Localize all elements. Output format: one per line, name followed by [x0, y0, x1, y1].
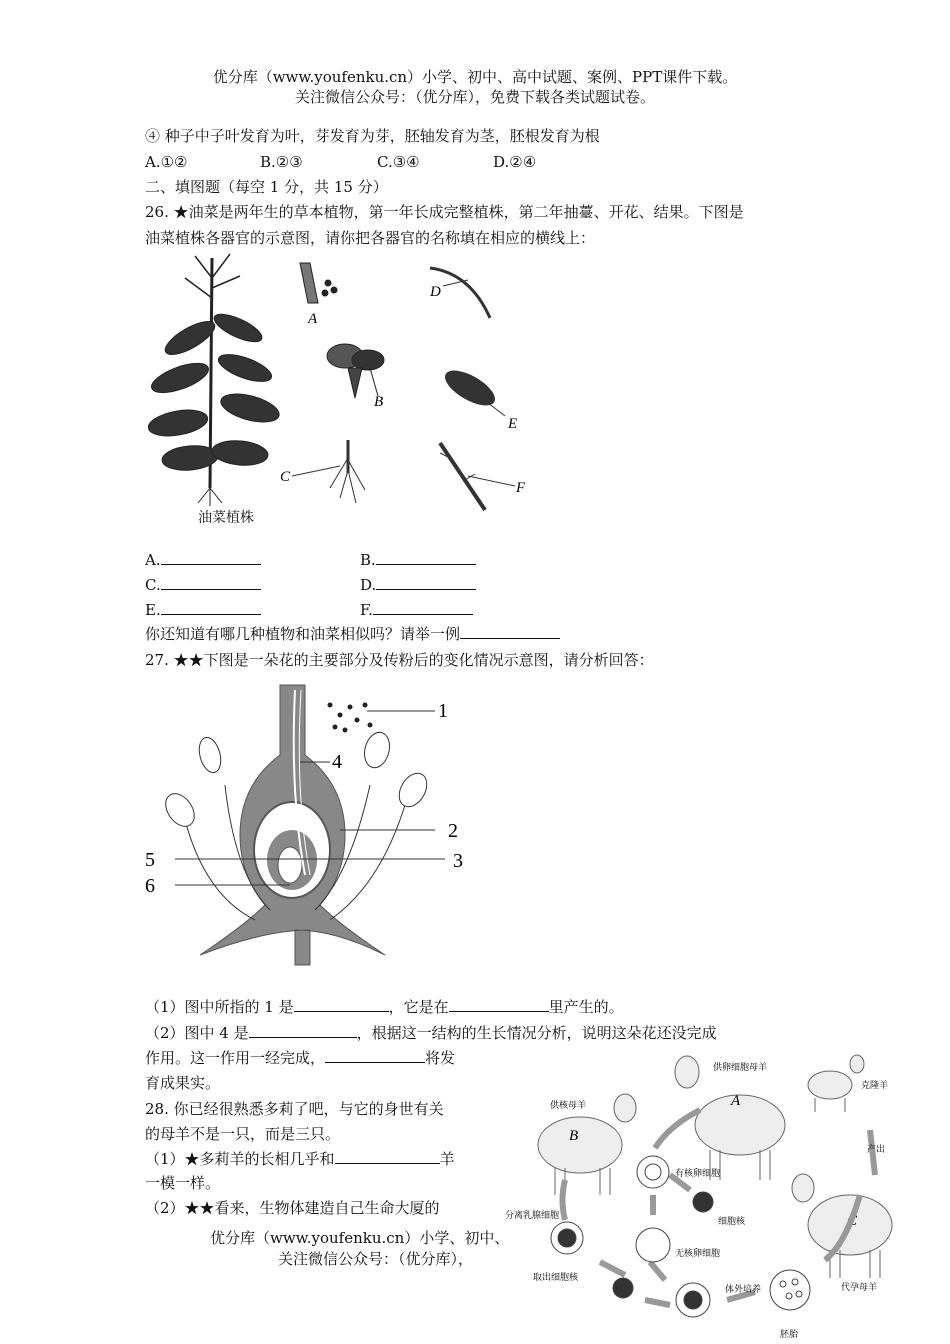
sheep-b-letter: B — [569, 1128, 579, 1144]
header-line-2: 关注微信公众号：（优分库），免费下载各类试题试卷。 — [294, 88, 655, 106]
header-line-1: 优分库（www.youfenku.cn）小学、初中、高中试题、案例、PPT课件下载。 — [212, 68, 738, 86]
section-title: 二、填图题（每空 1 分，共 15 分） — [145, 178, 388, 196]
flower-label-2: 2 — [448, 820, 458, 842]
flower-label-3: 3 — [453, 850, 463, 872]
flower-diagram — [145, 675, 475, 985]
pollen-drawing — [328, 703, 373, 733]
organ-a-drawing — [300, 263, 337, 303]
answer-a-blank[interactable] — [161, 550, 261, 565]
q27-stem: 27. ★★下图是一朵花的主要部分及传粉后的变化情况示意图，请分析回答： — [145, 651, 654, 669]
flower-pistil-drawing — [200, 685, 385, 965]
answer-f: F. — [360, 600, 473, 620]
sheep-c-drawing — [792, 1174, 892, 1278]
nucleus-label: 细胞核 — [718, 1217, 746, 1227]
flower-label-6: 6 — [145, 875, 155, 897]
rapeseed-figure — [150, 248, 550, 538]
sheep-b-label: 供核母羊 — [550, 1101, 587, 1111]
in-vitro-label: 体外培养 — [725, 1285, 762, 1295]
footer-line-1: 优分库（www.youfenku.cn）小学、初中、 — [210, 1229, 510, 1247]
answer-f-blank[interactable] — [373, 600, 473, 615]
q27-blank-1[interactable] — [294, 997, 389, 1012]
prev-question-item4: ④ 种子中子叶发育为叶，芽发育为芽，胚轴发育为茎，胚根发育为根 — [145, 127, 600, 145]
q28-part1: （1）★多莉羊的长相几乎和 羊 — [145, 1150, 455, 1168]
q28-stem-line-2: 的母羊不是一只，而是三只。 — [145, 1125, 341, 1143]
extract-nucleus-label: 取出细胞核 — [533, 1273, 579, 1283]
plant-caption: 油菜植株 — [198, 510, 254, 526]
flower-label-4: 4 — [332, 751, 342, 773]
flower-label-1: 1 — [438, 700, 448, 722]
q27-part2-line2: 作用。这一作用一经完成， 将发 — [145, 1049, 456, 1067]
q27-blank-2[interactable] — [449, 997, 549, 1012]
chuchan-label: 产出 — [867, 1145, 886, 1155]
label-f: F — [516, 480, 526, 496]
clone-label: 克隆羊 — [861, 1081, 889, 1091]
answer-d-blank[interactable] — [376, 575, 476, 590]
option-d: D.②④ — [493, 153, 537, 171]
organ-b-drawing — [327, 344, 384, 398]
sheep-a-label: 供卵细胞母羊 — [713, 1063, 768, 1073]
footer-line-2: 关注微信公众号：（优分库）， — [278, 1250, 474, 1268]
q26-stem-line-2: 油菜植株各器官的示意图，请你把各器官的名称填在相应的横线上： — [145, 229, 596, 247]
q26-extra: 你还知道有哪几种植物和油菜相似吗？请举一例 — [145, 624, 560, 644]
cloning-diagram — [505, 1050, 945, 1344]
organ-f-drawing — [440, 443, 515, 510]
q27-blank-4[interactable] — [325, 1048, 425, 1063]
answer-d: D. — [360, 575, 476, 595]
answer-b: B. — [360, 550, 476, 570]
sheep-a-letter: A — [731, 1093, 741, 1109]
label-a: A — [308, 311, 318, 327]
mammary-cell-label: 分离乳腺细胞 — [505, 1211, 560, 1221]
answer-a: A. — [145, 550, 261, 570]
label-c: C — [280, 469, 291, 485]
answer-e: E. — [145, 600, 261, 620]
q26-extra-blank[interactable] — [460, 624, 560, 639]
q28-stem-line-1: 28. 你已经很熟悉多莉了吧，与它的身世有关 — [145, 1100, 444, 1118]
embryo-label: 胚胎 — [780, 1330, 799, 1340]
clone-sheep-drawing — [808, 1055, 864, 1112]
answer-c-blank[interactable] — [161, 575, 261, 590]
enucleated-egg-label: 无核卵细胞 — [675, 1249, 721, 1259]
rapeseed-plant-drawing — [146, 254, 282, 506]
nucleated-egg-label: 有核卵细胞 — [675, 1169, 721, 1179]
organ-c-drawing — [292, 440, 365, 503]
q27-part2: （2）图中 4 是 ，根据这一结构的生长情况分析，说明这朵花还没完成 — [145, 1024, 717, 1042]
answer-b-blank[interactable] — [376, 550, 476, 565]
option-c: C.③④ — [377, 153, 420, 171]
label-b: B — [374, 394, 384, 410]
q28-blank-1[interactable] — [335, 1149, 440, 1164]
option-b: B.②③ — [260, 153, 303, 171]
q27-blank-3[interactable] — [249, 1023, 357, 1038]
q28-part2: （2）★★看来，生物体建造自己生命大厦的 — [145, 1199, 440, 1217]
answer-e-blank[interactable] — [161, 600, 261, 615]
q26-stem-line-1: 26. ★油菜是两年生的草本植物，第一年长成完整植株，第二年抽薹、开花、结果。下图是 — [145, 203, 744, 221]
answer-c: C. — [145, 575, 261, 595]
option-a: A.①② — [145, 153, 188, 171]
label-d: D — [430, 284, 441, 300]
sheep-c-letter: C — [847, 1213, 858, 1229]
q27-part1: （1）图中所指的 1 是 ，它是在 里产生的。 — [145, 998, 624, 1016]
flower-label-5: 5 — [145, 849, 155, 871]
q27-part2-line3: 育成果实。 — [145, 1074, 221, 1092]
label-e: E — [508, 416, 518, 432]
q28-part1-line2: 一模一样。 — [145, 1174, 221, 1192]
sheep-c-label: 代孕母羊 — [841, 1283, 878, 1293]
